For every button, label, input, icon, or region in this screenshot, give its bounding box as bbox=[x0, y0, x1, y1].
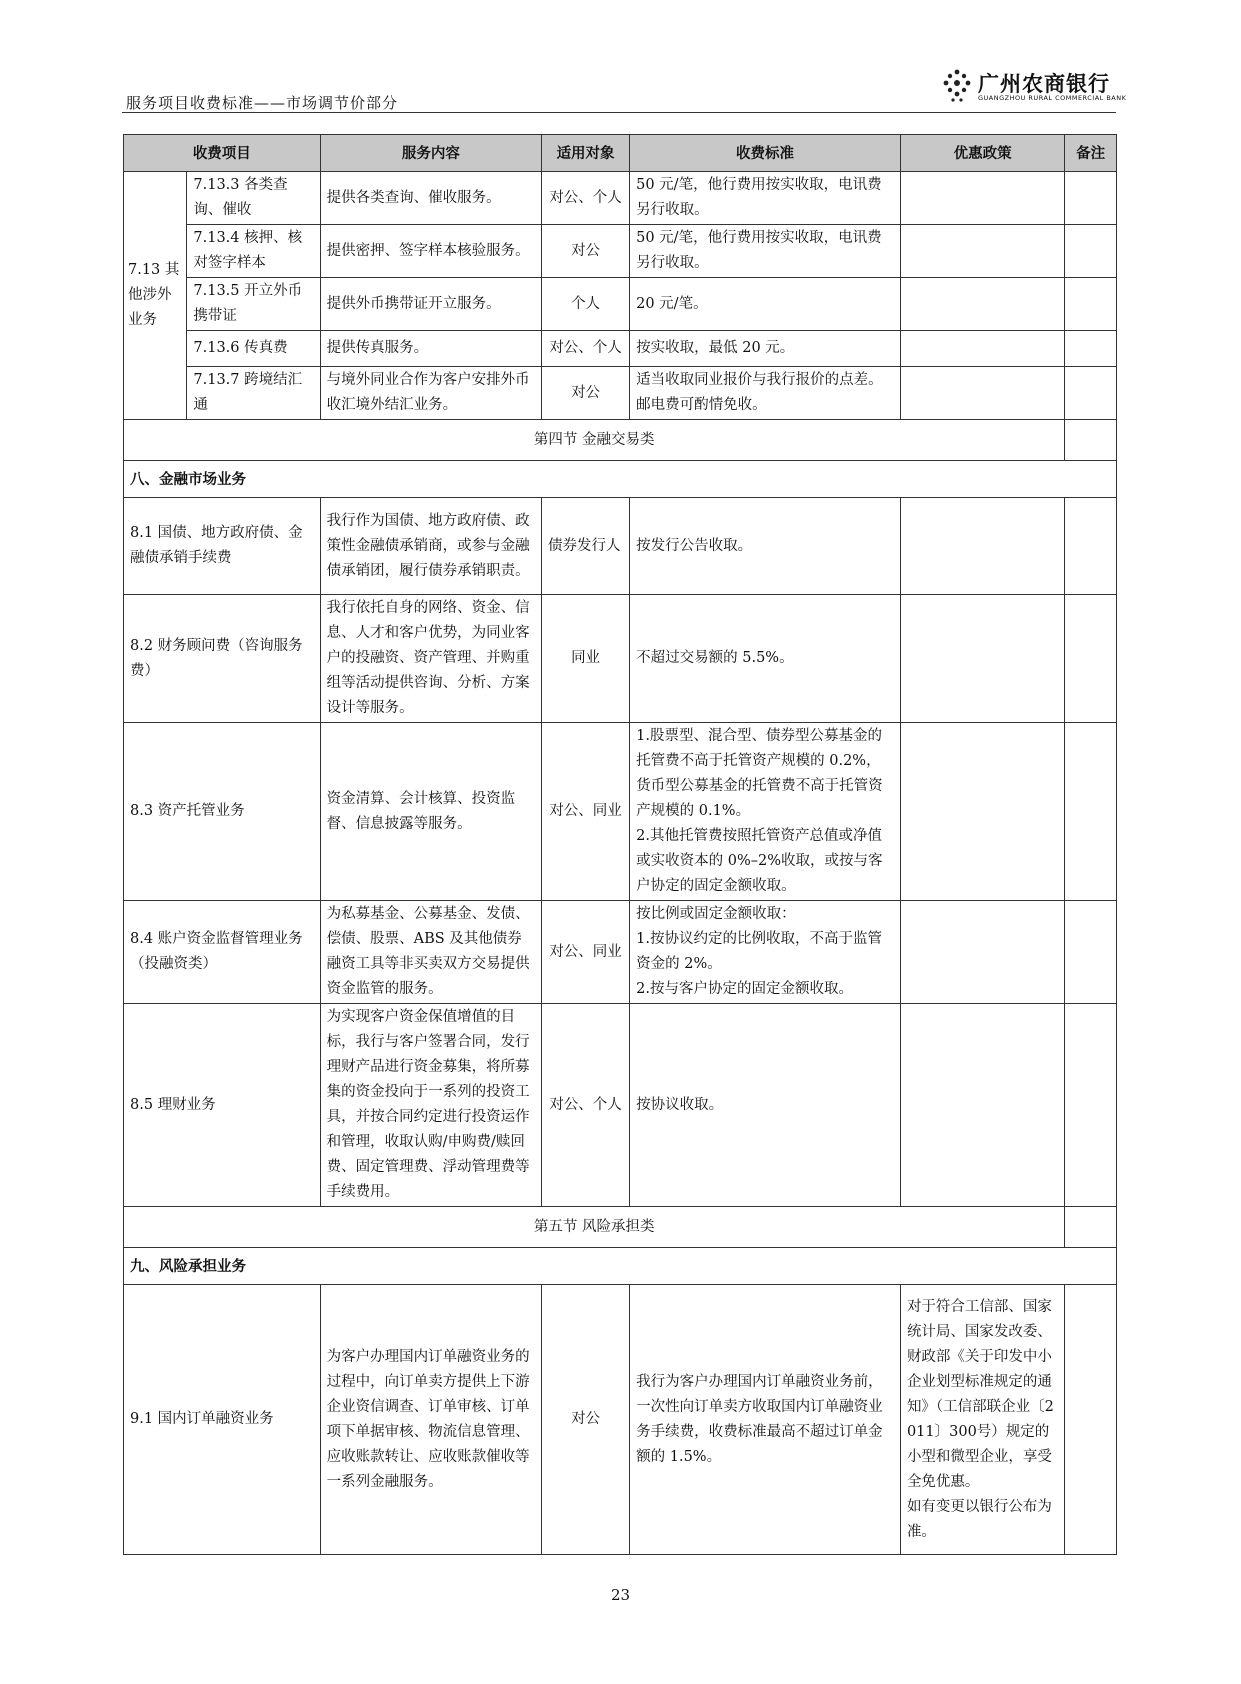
header-target: 适用对象 bbox=[542, 135, 630, 172]
target-cell: 对公 bbox=[542, 367, 630, 420]
header-fee-item: 收费项目 bbox=[124, 135, 321, 172]
header-rule bbox=[122, 112, 1116, 113]
page-number: 23 bbox=[610, 1586, 631, 1604]
note-cell bbox=[1065, 331, 1117, 367]
target-cell: 同业 bbox=[542, 595, 630, 723]
item-cell: 9.1 国内订单融资业务 bbox=[124, 1285, 321, 1555]
table-row bbox=[124, 1285, 1117, 1555]
target-cell: 对公、个人 bbox=[542, 331, 630, 367]
standard-cell: 20 元/笔。 bbox=[630, 278, 901, 331]
policy-cell bbox=[900, 367, 1064, 420]
note-cell bbox=[1065, 367, 1117, 420]
standard-cell: 1.股票型、混合型、债券型公募基金的托管费不高于托管资产规模的 0.2%，货币型公募基金的托管费不高于托管资产规模的 0.1%。 2.其他托管费按照托管资产总值或净值或实收资本的 0%–2%收取，或按与客户协定的固定金额收取。 bbox=[630, 723, 901, 901]
target-cell: 个人 bbox=[542, 278, 630, 331]
bank-logo bbox=[940, 66, 1127, 110]
policy-cell bbox=[900, 225, 1064, 278]
standard-cell: 按实收取，最低 20 元。 bbox=[630, 331, 901, 367]
page-header-title: 服务项目收费标准——市场调节价部分 bbox=[126, 94, 399, 112]
note-cell bbox=[1065, 172, 1117, 225]
content-cell: 提供密押、签字样本核验服务。 bbox=[320, 225, 541, 278]
policy-cell bbox=[900, 723, 1064, 901]
content-cell: 我行依托自身的网络、资金、信息、人才和客户优势，为同业客户的投融资、资产管理、并购重组等活动提供咨询、分析、方案设计等服务。 bbox=[320, 595, 541, 723]
fee-table bbox=[123, 134, 1117, 1555]
table-row bbox=[124, 595, 1117, 723]
header-remark: 备注 bbox=[1065, 135, 1117, 172]
standard-cell: 按比例或固定金额收取： 1.按协议约定的比例收取，不高于监管资金的 2%。 2.按与客户协定的固定金额收取。 bbox=[630, 901, 901, 1004]
content-cell: 为客户办理国内订单融资业务的过程中，向订单卖方提供上下游企业资信调查、订单审核、订单项下单据审核、物流信息管理、应收账款转让、应收账款催收等一系列金融服务。 bbox=[320, 1285, 541, 1555]
item-cell: 7.13.7 跨境结汇通 bbox=[187, 367, 320, 420]
section-heading: 第五节 风险承担类 bbox=[124, 1207, 1065, 1248]
policy-cell bbox=[900, 595, 1064, 723]
content-cell: 与境外同业合作为客户安排外币收汇境外结汇业务。 bbox=[320, 367, 541, 420]
policy-cell: 对于符合工信部、国家统计局、国家发改委、财政部《关于印发中小企业划型标准规定的通知》（工信部联企业〔2011〕300号）规定的小型和微型企业，享受全免优惠。 如有变更以银行公布为准。 bbox=[900, 1285, 1064, 1555]
content-cell: 提供各类查询、催收服务。 bbox=[320, 172, 541, 225]
group-label: 7.13 其他涉外业务 bbox=[124, 172, 187, 420]
note-cell bbox=[1065, 1207, 1117, 1248]
item-cell: 7.13.6 传真费 bbox=[187, 331, 320, 367]
table-row bbox=[124, 1004, 1117, 1207]
note-cell bbox=[1065, 498, 1117, 595]
standard-cell: 不超过交易额的 5.5%。 bbox=[630, 595, 901, 723]
content-cell: 为实现客户资金保值增值的目标，我行与客户签署合同，发行理财产品进行资金募集，将所募集的资金投向于一系列的投资工具，并按合同约定进行投资运作和管理，收取认购/申购费/赎回费、固定管理费、浮动管理费等手续费用。 bbox=[320, 1004, 541, 1207]
bank-logo-mark-icon bbox=[940, 66, 974, 106]
content-cell: 提供外币携带证开立服务。 bbox=[320, 278, 541, 331]
standard-cell: 按协议收取。 bbox=[630, 1004, 901, 1207]
standard-cell: 我行为客户办理国内订单融资业务前，一次性向订单卖方收取国内订单融资业务手续费，收费标准最高不超过订单金额的 1.5%。 bbox=[630, 1285, 901, 1555]
standard-cell: 50 元/笔，他行费用按实收取，电讯费另行收取。 bbox=[630, 172, 901, 225]
target-cell: 对公、同业 bbox=[542, 901, 630, 1004]
policy-cell bbox=[900, 901, 1064, 1004]
item-cell: 7.13.5 开立外币携带证 bbox=[187, 278, 320, 331]
target-cell: 对公 bbox=[542, 225, 630, 278]
header-discount-policy: 优惠政策 bbox=[900, 135, 1064, 172]
note-cell bbox=[1065, 1004, 1117, 1207]
category-heading: 九、风险承担业务 bbox=[124, 1248, 1117, 1285]
item-cell: 8.4 账户资金监督管理业务（投融资类） bbox=[124, 901, 321, 1004]
item-cell: 7.13.3 各类查询、催收 bbox=[187, 172, 320, 225]
policy-cell bbox=[900, 498, 1064, 595]
bank-name-en: GUANGZHOU RURAL COMMERCIAL BANK bbox=[978, 94, 1127, 102]
note-cell bbox=[1065, 420, 1117, 461]
policy-cell bbox=[900, 331, 1064, 367]
target-cell: 对公、个人 bbox=[542, 1004, 630, 1207]
policy-cell bbox=[900, 278, 1064, 331]
content-cell: 资金清算、会计核算、投资监督、信息披露等服务。 bbox=[320, 723, 541, 901]
item-cell: 7.13.4 核押、核对签字样本 bbox=[187, 225, 320, 278]
category-heading: 八、金融市场业务 bbox=[124, 461, 1117, 498]
note-cell bbox=[1065, 723, 1117, 901]
target-cell: 债券发行人 bbox=[542, 498, 630, 595]
note-cell bbox=[1065, 225, 1117, 278]
table-row bbox=[124, 225, 1117, 278]
standard-cell: 按发行公告收取。 bbox=[630, 498, 901, 595]
note-cell bbox=[1065, 278, 1117, 331]
table-row bbox=[124, 367, 1117, 420]
policy-cell bbox=[900, 172, 1064, 225]
table-row bbox=[124, 278, 1117, 331]
category-row bbox=[124, 461, 1117, 498]
item-cell: 8.3 资产托管业务 bbox=[124, 723, 321, 901]
item-cell: 8.5 理财业务 bbox=[124, 1004, 321, 1207]
table-row bbox=[124, 331, 1117, 367]
bank-name: 广州农商银行 bbox=[978, 72, 1110, 96]
content-cell: 我行作为国债、地方政府债、政策性金融债承销商，或参与金融债承销团，履行债券承销职责。 bbox=[320, 498, 541, 595]
item-cell: 8.1 国债、地方政府债、金融债承销手续费 bbox=[124, 498, 321, 595]
table-row bbox=[124, 498, 1117, 595]
target-cell: 对公、个人 bbox=[542, 172, 630, 225]
standard-cell: 50 元/笔，他行费用按实收取，电讯费另行收取。 bbox=[630, 225, 901, 278]
content-cell: 提供传真服务。 bbox=[320, 331, 541, 367]
item-cell: 8.2 财务顾问费（咨询服务费） bbox=[124, 595, 321, 723]
note-cell bbox=[1065, 595, 1117, 723]
standard-cell: 适当收取同业报价与我行报价的点差。邮电费可酌情免收。 bbox=[630, 367, 901, 420]
table-row bbox=[124, 172, 1117, 225]
section-heading-row bbox=[124, 1207, 1117, 1248]
category-row bbox=[124, 1248, 1117, 1285]
table-row bbox=[124, 723, 1117, 901]
note-cell bbox=[1065, 1285, 1117, 1555]
header-service-content: 服务内容 bbox=[320, 135, 541, 172]
note-cell bbox=[1065, 901, 1117, 1004]
target-cell: 对公 bbox=[542, 1285, 630, 1555]
section-heading-row bbox=[124, 420, 1117, 461]
header-fee-standard: 收费标准 bbox=[630, 135, 901, 172]
policy-cell bbox=[900, 1004, 1064, 1207]
section-heading: 第四节 金融交易类 bbox=[124, 420, 1065, 461]
target-cell: 对公、同业 bbox=[542, 723, 630, 901]
table-row bbox=[124, 901, 1117, 1004]
content-cell: 为私募基金、公募基金、发债、偿债、股票、ABS 及其他债券融资工具等非买卖双方交易提供资金监管的服务。 bbox=[320, 901, 541, 1004]
table-header-row bbox=[124, 135, 1117, 172]
